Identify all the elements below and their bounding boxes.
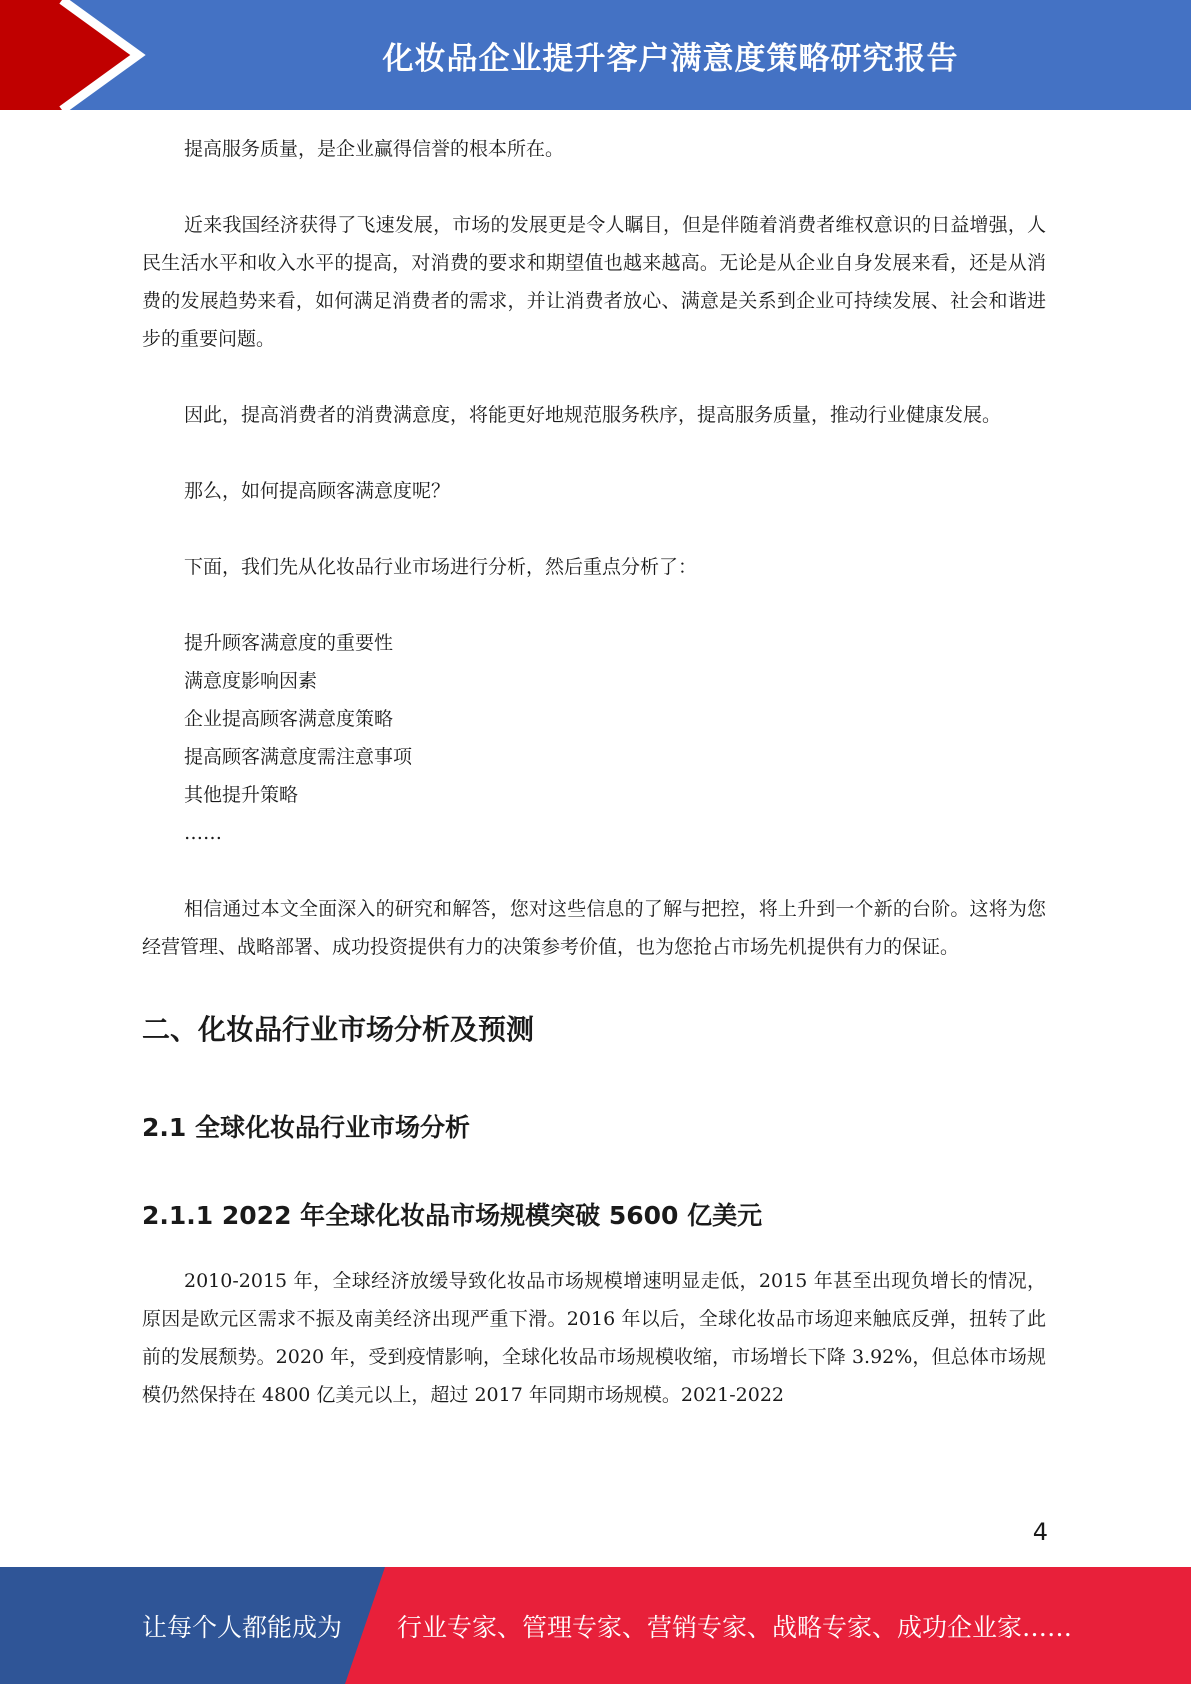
section-heading: 二、化妆品行业市场分析及预测: [142, 1013, 535, 1046]
subsubsection-heading: 2.1.1 2022 年全球化妆品市场规模突破 5600 亿美元: [142, 1201, 763, 1230]
paragraph-5: 下面，我们先从化妆品行业市场进行分析，然后重点分析了：: [184, 556, 698, 578]
paragraph-6: 相信通过本文全面深入的研究和解答，您对这些信息的了解与把控，将上升到一个新的台阶。这将为您经营管理、战略部署、成功投资提供有力的决策参考价值，也为您抢占市场先机提供有力的保证。: [142, 898, 1046, 958]
document-body: [142, 130, 1046, 1452]
list-item: 提升顾客满意度的重要性: [184, 632, 394, 654]
paragraph-7: 2010-2015 年，全球经济放缓导致化妆品市场规模增速明显走低，2015 年甚至出现负增长的情况，原因是欧元区需求不振及南美经济出现严重下滑。2016 年以后，全球化妆品市场迎来触底反弹，扭转了此前的发展颓势。2020 年，受到疫情影响，全球化妆品市场规模收缩，市场增长下降 3.92%，但总体市场规模仍然保持在 4800 亿美元以上，超过 2017 年同期市场规模。2021-2022: [142, 1270, 1046, 1406]
page-footer: [0, 1567, 1191, 1684]
header-arrow-decoration: [0, 0, 160, 110]
list-item: 提高顾客满意度需注意事项: [184, 746, 413, 768]
page-number: 4: [1032, 1518, 1048, 1546]
report-title: 化妆品企业提升客户满意度策略研究报告: [382, 40, 959, 77]
list-item: ……: [184, 822, 222, 844]
paragraph-1: 提高服务质量，是企业赢得信誉的根本所在。: [184, 138, 565, 160]
paragraph-4: 那么，如何提高顾客满意度呢？: [184, 480, 451, 502]
footer-slogan-left: 让每个人都能成为: [142, 1612, 343, 1642]
subsection-heading: 2.1 全球化妆品行业市场分析: [142, 1113, 470, 1142]
paragraph-2: 近来我国经济获得了飞速发展，市场的发展更是令人瞩目，但是伴随着消费者维权意识的日益增强，人民生活水平和收入水平的提高，对消费的要求和期望值也越来越高。无论是从企业自身发展来看，还是从消费的发展趋势来看，如何满足消费者的需求，并让消费者放心、满意是关系到企业可持续发展、社会和谐进步的重要问题。: [142, 214, 1046, 350]
list-item: 其他提升策略: [184, 784, 299, 806]
footer-slogan-right: 行业专家、管理专家、营销专家、战略专家、成功企业家……: [397, 1612, 1073, 1642]
page-header: [0, 0, 1191, 110]
list-item: 企业提高顾客满意度策略: [184, 708, 394, 730]
paragraph-3: 因此，提高消费者的消费满意度，将能更好地规范服务秩序，提高服务质量，推动行业健康发展。: [184, 404, 1002, 426]
list-item: 满意度影响因素: [184, 670, 318, 692]
topic-list: [142, 624, 1046, 852]
